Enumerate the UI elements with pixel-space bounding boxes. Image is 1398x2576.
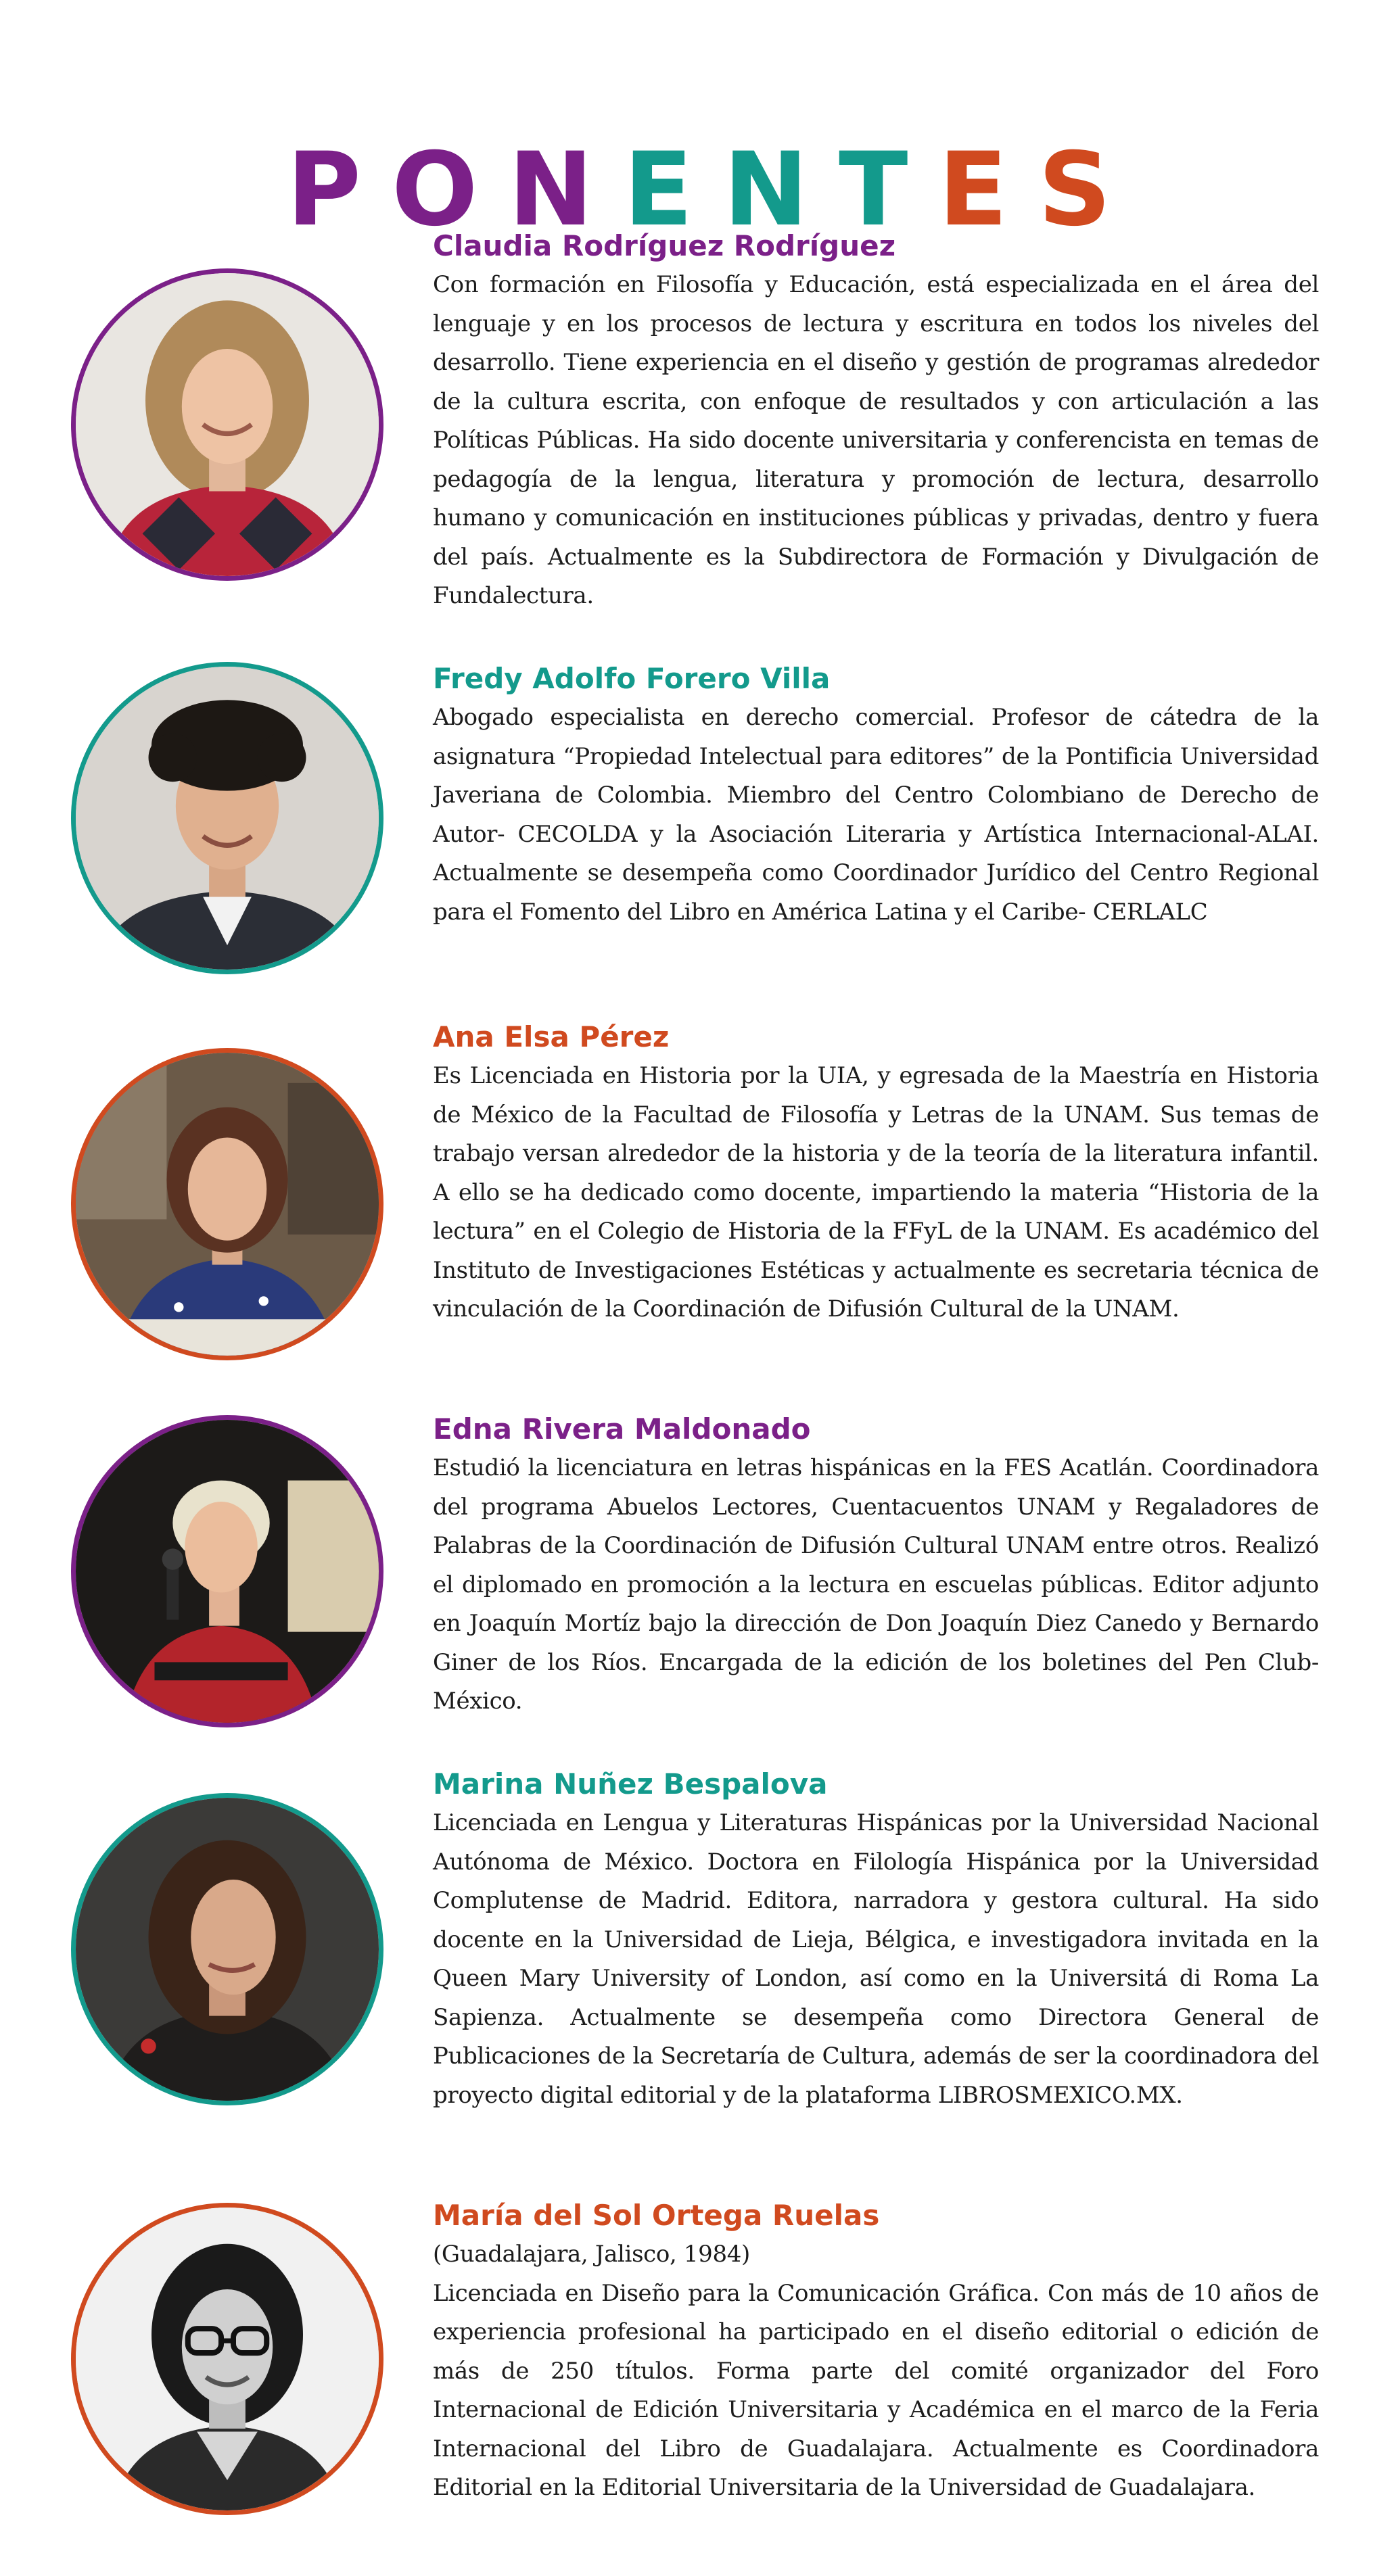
speaker-photo xyxy=(71,1793,383,2105)
speaker-name: María del Sol Ortega Ruelas xyxy=(433,2199,880,2232)
speaker-info xyxy=(433,2196,1319,2508)
title-letter-5: N xyxy=(723,130,839,249)
title-letter-8: S xyxy=(1038,130,1142,249)
speaker-info xyxy=(433,1765,1319,2115)
speaker-photo xyxy=(71,268,383,581)
title-letter-4: E xyxy=(624,130,724,249)
speaker-name: Ana Elsa Pérez xyxy=(433,1020,670,1053)
speaker-name: Claudia Rodríguez Rodríguez xyxy=(433,229,896,262)
portrait-woman-seated-image xyxy=(76,1053,379,1356)
speaker-name: Edna Rivera Maldonado xyxy=(433,1412,811,1446)
speaker-bio: Licenciada en Diseño para la Comunicación Gráfica. Con más de 10 años de experiencia profesional ha participado en el diseño editorial o edición de más de 250 títulos. Forma parte del comité organizador del Foro Internacional de Edición Universitaria y Académica en el marco de la Feria Internacional del Libro de Guadalajara. Actualmente es Coordinadora Editorial en la Editorial Universitaria de la Universidad de Guadalajara. xyxy=(433,2279,1319,2501)
speaker-photo xyxy=(71,662,383,974)
title-letter-3: N xyxy=(508,130,624,249)
portrait-woman-microphone-image xyxy=(76,1420,379,1723)
speaker-info xyxy=(433,226,1319,616)
portrait-woman-smiling-image xyxy=(76,273,379,576)
speaker-info xyxy=(433,1018,1319,1329)
speaker-photo xyxy=(71,1415,383,1727)
speaker-bio: Es Licenciada en Historia por la UIA, y egresada de la Maestría en Historia de México de la Facultad de Filosofía y Letras de la UNAM. Sus temas de trabajo versan alrededor de la historia y de la teoría de la literatura infantil. A ello se ha dedicado como docente, impartiendo la materia “Historia de la lectura” en el Colegio de Historia de la FFyL de la UNAM. Es académico del Instituto de Investigaciones Estéticas y actualmente es secretaria técnica de vinculación de la Coordinación de Difusión Cultural de la UNAM. xyxy=(433,1062,1319,1322)
title-letter-2: O xyxy=(392,130,509,249)
portrait-woman-glasses-image xyxy=(76,2208,379,2510)
speaker-name: Marina Nuñez Bespalova xyxy=(433,1767,828,1800)
speaker-birth-note: (Guadalajara, Jalisco, 1984) xyxy=(433,2241,750,2268)
speaker-photo xyxy=(71,1048,383,1360)
speaker-bio: Licenciada en Lengua y Literaturas Hispánicas por la Universidad Nacional Autónoma de México. Doctora en Filología Hispánica por la Universidad Complutense de Madrid. Editora, narradora y gestora cultural. Ha sido docente en la Universidad de Lieja, Bélgica, e investigadora invitada en la Queen Mary University of London, así como en la Universitá di Roma La Sapienza. Actualmente se desempeña como Directora General de Publicaciones de la Secretaría de Cultura, además de ser la coordinadora del proyecto digital editorial y de la plataforma LIBROSMEXICO.MX. xyxy=(433,1809,1319,2109)
speaker-info xyxy=(433,659,1319,932)
speaker-bio: Con formación en Filosofía y Educación, está especializada en el área del lenguaje y en los procesos de lectura y escritura en todos los niveles del desarrollo. Tiene experiencia en el diseño y gestión de programas alrededor de la cultura escrita, con enfoque de resultados y con articulación a las Políticas Públicas. Ha sido docente universitaria y conferencista en temas de pedagogía de la lengua, literatura y promoción de lectura, desarrollo humano y comunicación en instituciones públicas y privadas, dentro y fuera del país. Actualmente es la Subdirectora de Formación y Divulgación de Fundalectura. xyxy=(433,271,1319,609)
title-letter-7: E xyxy=(938,130,1038,249)
portrait-woman-dark-hair-image xyxy=(76,1798,379,2101)
speaker-name: Fredy Adolfo Forero Villa xyxy=(433,662,831,695)
speaker-bio: Estudió la licenciatura en letras hispánicas en la FES Acatlán. Coordinadora del programa Abuelos Lectores, Cuentacuentos UNAM y Regaladores de Palabras de la Coordinación de Difusión Cultural UNAM entre otros. Realizó el diplomado en promoción a la lectura en escuelas públicas. Editor adjunto en Joaquín Mortíz bajo la dirección de Don Joaquín Diez Canedo y Bernardo Giner de los Ríos. Encargada de la edición de los boletines del Pen Club-México. xyxy=(433,1454,1319,1715)
title-letter-6: T xyxy=(839,130,939,249)
speaker-info xyxy=(433,1410,1319,1721)
portrait-man-suit-image xyxy=(76,667,379,970)
speaker-bio: Abogado especialista en derecho comercial. Profesor de cátedra de la asignatura “Propiedad Intelectual para editores” de la Pontificia Universidad Javeriana de Colombia. Miembro del Centro Colombiano de Derecho de Autor- CECOLDA y la Asociación Literaria y Artística Internacional-ALAI. Actualmente se desempeña como Coordinador Jurídico del Centro Regional para el Fomento del Libro en América Latina y el Caribe- CERLALC xyxy=(433,704,1319,926)
title-letter-1: P xyxy=(287,130,392,249)
speaker-photo xyxy=(71,2203,383,2515)
